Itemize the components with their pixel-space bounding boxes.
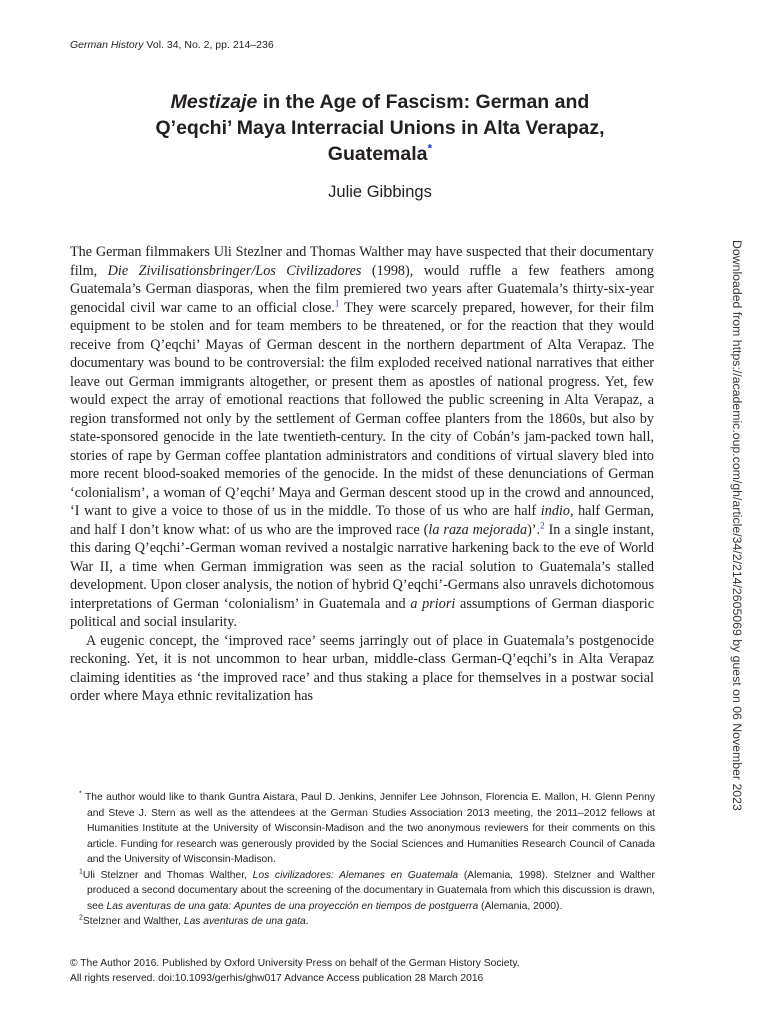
p1-text-f: In a single instant, this daring Q’eqchi’-German woman revived a nostalgic narrative harkening back to the eve of World War II, a time when German immigration was seen as the racial solution to Guatemala’s stalled development. Upon closer analysis, the notion of hybrid Q’eqchi’-Germans also unravels dichotomous interpretations of German ‘colonialism’ in Guatemala and xyxy=(70,521,654,612)
term-a-priori: a priori xyxy=(410,595,456,612)
copyright-line-2: All rights reserved. doi:10.1093/gerhis/ghw017 Advance Access publication 28 March 2016 xyxy=(70,972,484,984)
footnote-1-text-a: Uli Stelzner and Thomas Walther, xyxy=(82,869,253,881)
p1-text-d: , half German, and half I don’t know what: of us who are the improved race ( xyxy=(70,503,654,538)
footnote-star-text: The author would like to thank Guntra Aistara, Paul D. Jenkins, Jennifer Lee Johnson, Florencia E. Mallon, H. Glenn Penny and Steve J. Stern as well as the attendees at the German Studies Association 2013 meeting, the 2011–2012 fellows at Humanities Institute at the University of Wisconsin-Madison and the two anonymous reviewers for their comments on this article. Funding for research was generously provided by the Social Sciences and Humanities Research Council of Canada and the University of Wisconsin-Madison. xyxy=(81,792,655,865)
download-watermark xyxy=(728,240,748,815)
footnote-star xyxy=(79,790,655,868)
article-title xyxy=(70,89,690,167)
title-line1-rest: in the Age of Fascism: German and xyxy=(257,91,590,113)
paragraph-1 xyxy=(70,243,654,632)
running-head xyxy=(70,39,274,51)
copyright-notice xyxy=(70,957,520,986)
p1-text-a: The German filmmakers Uli Stezlner and Thomas Walther may have suspected that their documentary film, xyxy=(70,244,654,279)
author-name: Julie Gibbings xyxy=(328,183,432,201)
title-line2: Q’eqchi’ Maya Interracial Unions in Alta Verapaz, xyxy=(155,117,605,139)
article-body xyxy=(70,243,654,706)
footnote-ref-2[interactable]: 2 xyxy=(540,519,545,530)
term-raza-mejorada: la raza mejorada xyxy=(428,521,528,538)
p1-text-b: (1998), would ruffle a few feathers among Guatemala’s German diasporas, when the film premiered two years after Guatemala’s thirty-six-year genocidal civil war came to an official close. xyxy=(70,262,654,316)
footnote-1-text-c: (Alemania, 2000). xyxy=(478,900,563,912)
title-line3: Guatemala xyxy=(327,143,428,165)
footnote-1-mark: 1 xyxy=(79,868,83,876)
p1-text-c: They were scarcely prepared, however, for their film equipment to be stolen and for team members to be threatened, or for the reaction that they would receive from Q’eqchi’ Mayas of German descent in the northern department of Alta Verapaz. The documentary was bound to be controversial: the film exploded received national narratives that either leave out German immigrants altogether, or present them as apostles of national progress. Yet, few would expect the array of emotional reactions that followed the public screening in Alta Verapaz, a region transformed not only by the settlement of German coffee planters from the 1860s, but also by state-sponsored genocide in the late twentieth-century. In the city of Cobán’s jam-packed town hall, stories of rape by German coffee plantation administrators and conditions of virtual slavery bled into more recent blood-soaked memories of the genocide. In the midst of these denunciations of German ‘colonialism’, a woman of Q’eqchi’ Maya and German descent stood up in the crowd and announced, ‘I want to give a voice to those of us in the middle. To those of us who are half xyxy=(70,299,654,519)
footnote-star-mark: * xyxy=(79,790,82,798)
footnotes xyxy=(79,790,655,930)
p1-text-e: )’. xyxy=(527,521,541,538)
footnote-2-text-a: Stelzner and Walther, xyxy=(82,916,184,927)
footnote-2-title: Las aventuras de una gata xyxy=(183,916,306,927)
footnote-2 xyxy=(79,914,655,930)
footnote-2-mark: 2 xyxy=(79,914,83,922)
citation: Vol. 34, No. 2, pp. 214–236 xyxy=(143,39,274,51)
footnote-ref-1[interactable]: 1 xyxy=(334,297,340,308)
film-title: Die Zivilisationsbringer/Los Civilizadores xyxy=(107,262,362,279)
footnote-2-text-b: . xyxy=(305,916,309,927)
paragraph-2: A eugenic concept, the ‘improved race’ seems jarringly out of place in Guatemala’s postgenocide reckoning. Yet, it is not uncommon to hear urban, middle-class German-Q’eqchi’s in Alta Verapaz claiming identities as ‘the improved race’ and thus staking a place for themselves in a postwar social order where Maya ethnic revitalization has xyxy=(70,632,654,704)
title-italic-word: Mestizaje xyxy=(170,91,258,113)
title-footnote-link[interactable]: * xyxy=(427,141,433,156)
journal-name: German History xyxy=(70,39,144,51)
footnote-1 xyxy=(79,868,655,915)
term-indio: indio xyxy=(540,503,570,519)
footnote-1-text-b: (Alemania, 1998). Stelzner and Walther produced a second documentary about the screening of the documentary in Guatemala from which this discussion is drawn, see xyxy=(87,869,655,912)
footnote-1-title-2: Las aventuras de una gata: Apuntes de una proyección en tiempos de postguerra xyxy=(106,900,479,912)
footnote-1-title-1: Los civilizadores: Alemanes en Guatemala xyxy=(252,869,459,881)
p1-text-g: assumptions of German diasporic political and social insularity. xyxy=(70,595,654,630)
download-watermark-text: Downloaded from https://academic.oup.com/gh/article/34/2/214/2605069 by guest on 06 November 2023 xyxy=(730,240,744,811)
copyright-line-1: © The Author 2016. Published by Oxford University Press on behalf of the German History Society. xyxy=(70,958,520,969)
